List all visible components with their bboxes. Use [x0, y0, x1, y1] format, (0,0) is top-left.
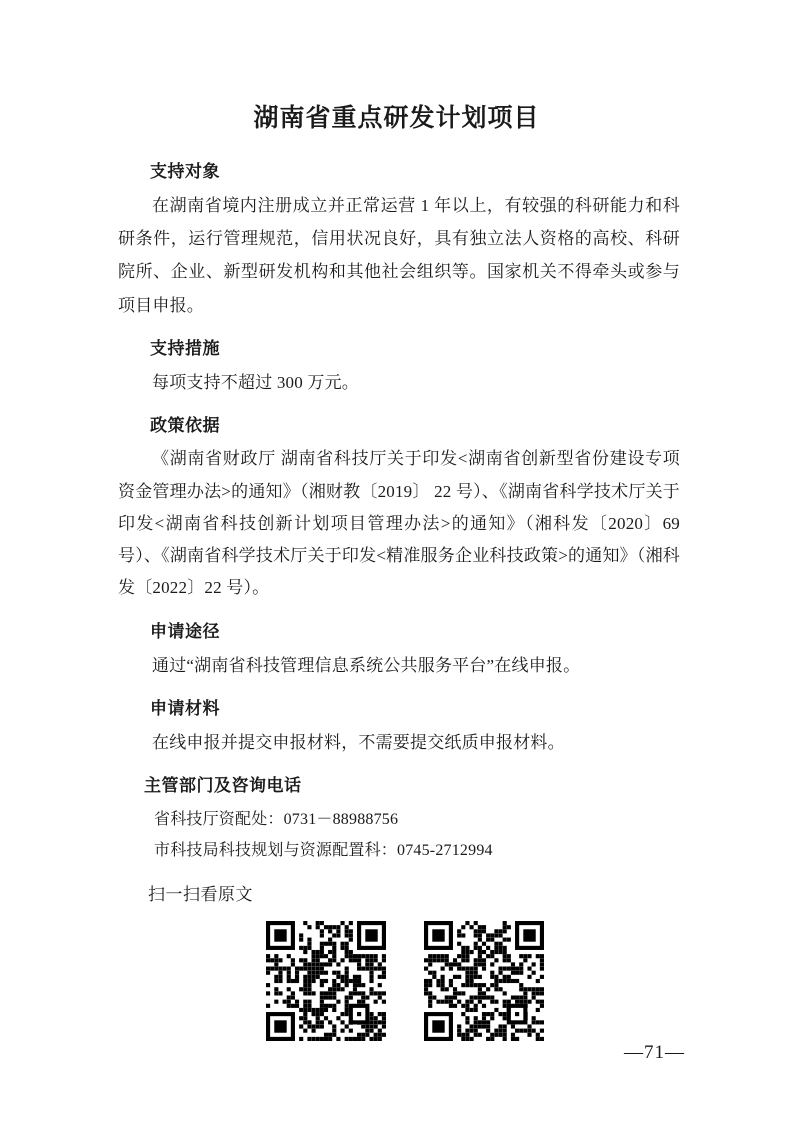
section-heading-contact: 主管部门及咨询电话	[144, 776, 302, 796]
scan-label: 扫一扫看原文	[148, 884, 253, 904]
section-paragraph-application-channel: 通过“湖南省科技管理信息系统公共服务平台”在线申报。	[152, 655, 581, 675]
section-paragraph-policy-basis: 《湖南省财政厅 湖南省科技厅关于印发<湖南省创新型省份建设专项资金管理办法>的通知》（湘财教〔2019〕 22 号）、《湖南省科学技术厅关于印发<湖南省科技创新计划项目管理办法>的通知》（湘科发〔2020〕69 号）、《湖南省科学技术厅关于印发<精准服务企业科技政策>的通知》（湘科发〔2022〕22 号）。	[118, 449, 680, 598]
page-number: —71—	[624, 1042, 685, 1063]
document-body	[118, 158, 680, 1041]
section-heading-application-channel: 申请途径	[150, 621, 220, 641]
page-title: 湖南省重点研发计划项目	[253, 105, 540, 132]
qr-code-right[interactable]	[424, 921, 544, 1041]
section-paragraph-application-materials: 在线申报并提交申报材料，不需要提交纸质申报材料。	[152, 733, 565, 753]
qr-code-left[interactable]	[266, 921, 386, 1041]
section-heading-support-target: 支持对象	[150, 162, 220, 181]
contact-line-city: 市科技局科技规划与资源配置科：0745-2712994	[154, 841, 493, 859]
section-heading-application-materials: 申请材料	[150, 699, 220, 719]
section-paragraph-support-target: 在湖南省境内注册成立并正常运营 1 年以上，有较强的科研能力和科研条件，运行管理规范，信用状况良好，具有独立法人资格的高校、科研院所、企业、新型研发机构和其他社会组织等。国家机关不得牵头或参与项目申报。	[118, 196, 680, 315]
section-paragraph-support-measures: 每项支持不超过 300 万元。	[152, 372, 359, 392]
section-heading-policy-basis: 政策依据	[150, 416, 220, 436]
qr-code-row	[118, 921, 680, 1041]
section-heading-support-measures: 支持措施	[150, 338, 220, 358]
contact-line-province: 省科技厅资配处：0731－88988756	[154, 810, 399, 828]
